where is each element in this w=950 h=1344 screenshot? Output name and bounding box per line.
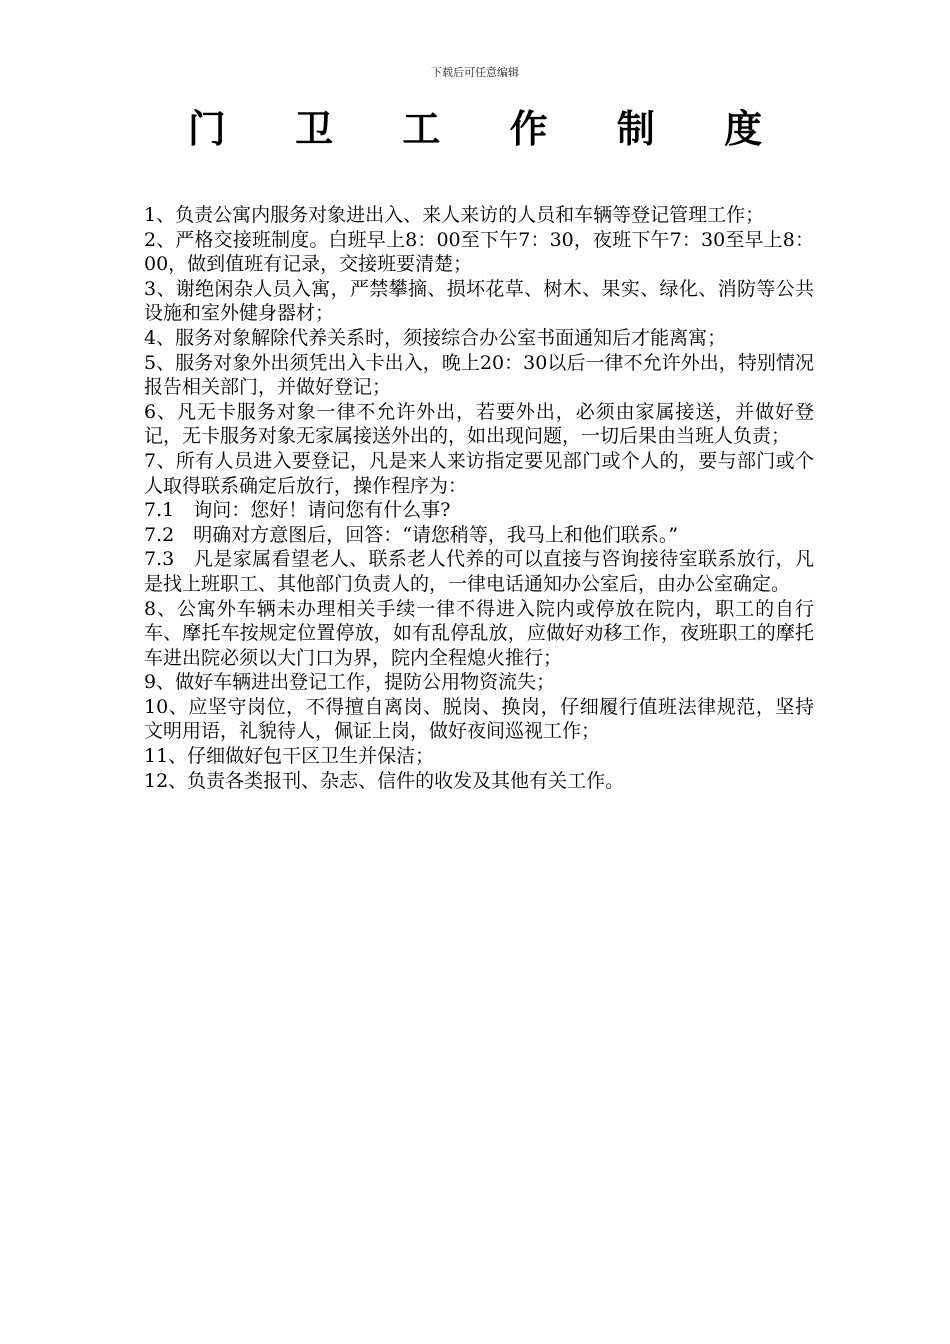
rule-paragraph-12: 12、负责各类报刊、杂志、信件的收发及其他有关工作。	[144, 769, 625, 792]
rule-paragraph-7-1: 7.1 询问：您好！请问您有什么事?	[144, 499, 451, 522]
rule-paragraph-1: 1、负责公寓内服务对象进出入、来人来访的人员和车辆等登记管理工作；	[144, 204, 765, 226]
document-title: 门 卫 工 作 制 度	[187, 106, 791, 151]
header-note: 下载后可任意编辑	[431, 66, 519, 79]
rule-paragraph-4: 4、服务对象解除代养关系时，须接综合办公室书面通知后才能离寓；	[144, 326, 727, 349]
document-body	[144, 203, 814, 793]
rule-paragraph-5: 5、服务对象外出须凭出入卡出入，晚上20：30以后一律不允许外出，特别情况报告相关部门，并做好登记；	[144, 351, 814, 399]
rule-paragraph-9: 9、做好车辆进出登记工作，提防公用物资流失；	[144, 671, 556, 694]
rule-paragraph-3: 3、谢绝闲杂人员入寓，严禁攀摘、损坏花草、树木、果实、绿化、消防等公共设施和室外健身器材；	[144, 277, 814, 325]
rule-paragraph-8: 8、公寓外车辆未办理相关手续一律不得进入院内或停放在院内，职工的自行车、摩托车按规定位置停放，如有乱停乱放，应做好劝移工作，夜班职工的摩托车进出院必须以大门口为界，院内全程熄火推行；	[144, 597, 814, 669]
rule-paragraph-6: 6、凡无卡服务对象一律不允许外出，若要外出，必须由家属接送，并做好登记，无卡服务对象无家属接送外出的，如出现问题，一切后果由当班人负责；	[144, 400, 814, 448]
rule-paragraph-2: 2、严格交接班制度。白班早上8：00至下午7：30，夜班下午7：30至早上8：00，做到值班有记录，交接班要清楚；	[144, 228, 814, 276]
rule-paragraph-11: 11、仔细做好包干区卫生并保洁；	[144, 745, 435, 768]
rule-paragraph-7-3: 7.3 凡是家属看望老人、联系老人代养的可以直接与咨询接待室联系放行，凡是找上班职工、其他部门负责人的，一律电话通知办公室后，由办公室确定。	[144, 548, 814, 595]
rule-paragraph-7-2: 7.2 明确对方意图后，回答：“请您稍等，我马上和他们联系。”	[144, 523, 679, 546]
rule-paragraph-7: 7、所有人员进入要登记，凡是来人来访指定要见部门或个人的，要与部门或个人取得联系确定后放行，操作程序为：	[144, 449, 814, 497]
rule-paragraph-10: 10、应坚守岗位，不得擅自离岗、脱岗、换岗，仔细履行值班法律规范，坚持文明用语，礼貌待人，佩证上岗，做好夜间巡视工作；	[144, 695, 814, 743]
